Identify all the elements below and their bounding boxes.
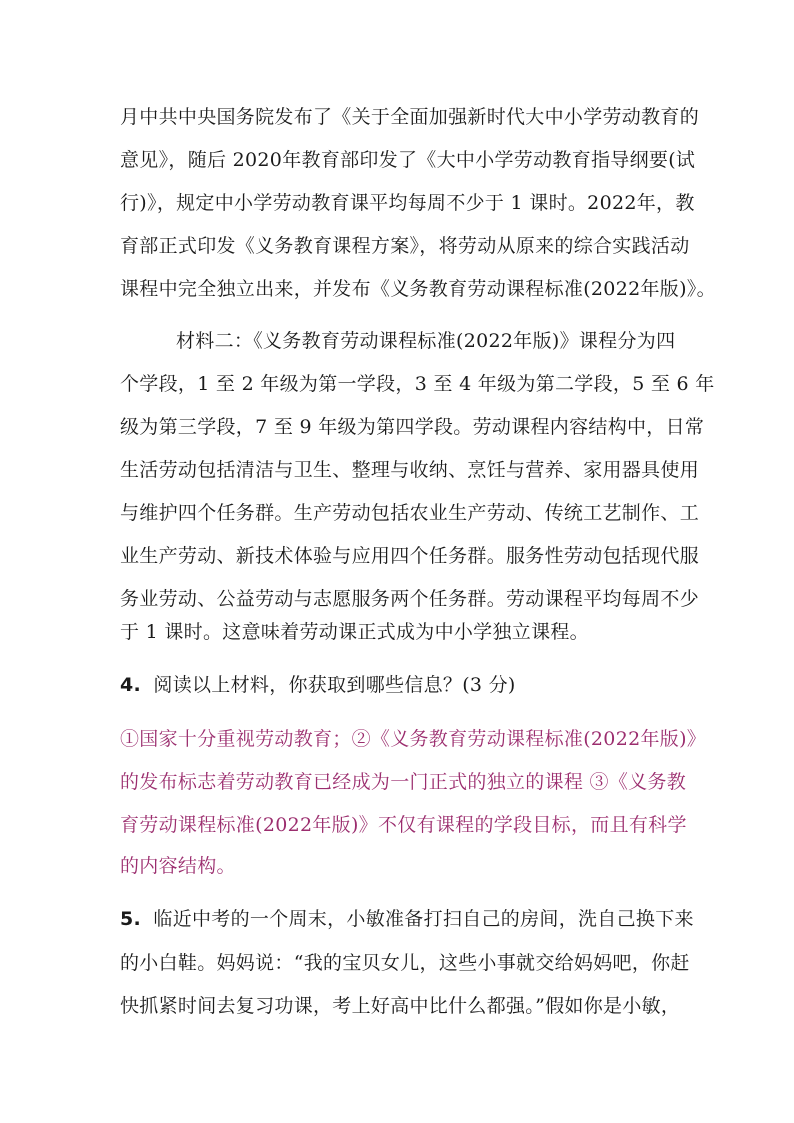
- material-two-line: 务业劳动、公益劳动与志愿服务两个任务群。劳动课程平均每周不少: [120, 588, 700, 610]
- material-two-line: 生活劳动包括清洁与卫生、整理与收纳、烹饪与营养、家用器具使用: [120, 459, 700, 481]
- question-number: 4.: [120, 674, 142, 696]
- question-5-line: 的小白鞋。妈妈说：“我的宝贝女儿，这些小事就交给妈妈吧，你赶: [120, 952, 690, 974]
- material-two-line: 级为第三学段，7 至 9 年级为第四学段。劳动课程内容结构中，日常: [120, 416, 705, 438]
- material-two-line: 于 1 课时。这意味着劳动课正式成为中小学独立课程。: [120, 621, 589, 643]
- material-two-line: 业生产劳动、新技术体验与应用四个任务群。服务性劳动包括现代服: [120, 545, 700, 567]
- question-4: [120, 672, 516, 698]
- question-text: 临近中考的一个周末，小敏准备打扫自己的房间，洗自己换下来: [153, 908, 694, 930]
- question-5: [120, 906, 694, 932]
- material-two-line: 与维护四个任务群。生产劳动包括农业生产劳动、传统工艺制作、工: [120, 502, 700, 524]
- question-5-line: 快抓紧时间去复习功课，考上好高中比什么都强。”假如你是小敏，: [120, 995, 681, 1017]
- material-two-line: 材料二：《义务教育劳动课程标准(2022年版)》课程分为四: [176, 330, 676, 352]
- answer-line: 育劳动课程标准(2022年版)》不仅有课程的学段目标，而且有科学: [120, 814, 687, 836]
- answer-line: 的发布标志着劳动教育已经成为一门正式的独立的课程 ③《义务教: [120, 771, 687, 793]
- question-text: 阅读以上材料，你获取到哪些信息？(3 分): [153, 674, 516, 696]
- material-two-line: 个学段，1 至 2 年级为第一学段，3 至 4 年级为第二学段，5 至 6 年: [120, 373, 715, 395]
- material-one-line: 课程中完全独立出来，并发布《义务教育劳动课程标准(2022年版)》。: [120, 278, 716, 300]
- material-one-line: 意见》，随后 2020年教育部印发了《大中小学劳动教育指导纲要(试: [120, 149, 696, 171]
- answer-line: 的内容结构。: [120, 855, 236, 877]
- material-one-line: 育部正式印发《义务教育课程方案》，将劳动从原来的综合实践活动: [120, 235, 690, 257]
- material-one-line: 月中共中央国务院发布了《关于全面加强新时代大中小学劳动教育的: [120, 106, 700, 128]
- answer-line: ①国家十分重视劳动教育；②《义务教育劳动课程标准(2022年版)》: [120, 728, 707, 750]
- question-number: 5.: [120, 908, 142, 930]
- material-one-line: 行)》，规定中小学劳动教育课平均每周不少于 1 课时。2022年，教: [120, 192, 695, 214]
